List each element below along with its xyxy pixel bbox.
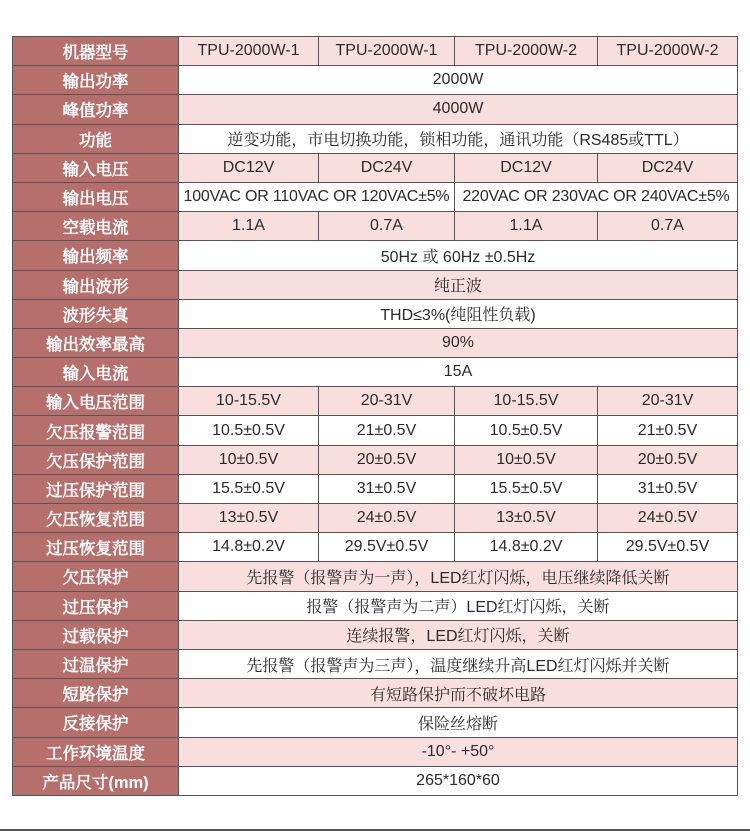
table-cell: 265*160*60 [179,766,738,795]
row-label: 工作环境温度 [13,737,179,766]
row-label: 过载保护 [13,620,179,649]
row-label: 欠压保护范围 [13,445,179,474]
table-cell: 220VAC OR 230VAC OR 240VAC±5% [455,182,738,211]
row-label: 输入电流 [13,358,179,387]
row-label: 输出功率 [13,66,179,95]
table-row [13,95,738,124]
table-cell: 50Hz 或 60Hz ±0.5Hz [179,241,738,270]
table-row [13,124,738,153]
row-label: 波形失真 [13,299,179,328]
table-row [13,504,738,533]
row-label: 机器型号 [13,37,179,66]
table-cell: 29.5V±0.5V [598,533,738,562]
table-cell: DC12V [179,153,319,182]
row-label: 欠压恢复范围 [13,504,179,533]
table-cell: 14.8±0.2V [179,533,319,562]
table-cell: 21±0.5V [598,416,738,445]
table-cell: 29.5V±0.5V [319,533,455,562]
row-label: 产品尺寸(mm) [13,766,179,795]
row-label: 过压恢复范围 [13,533,179,562]
table-cell: 15.5±0.5V [455,474,598,503]
row-label: 反接保护 [13,708,179,737]
table-cell: 10-15.5V [179,387,319,416]
table-row [13,270,738,299]
table-row [13,474,738,503]
table-row [13,37,738,66]
table-cell: 1.1A [455,212,598,241]
table-cell: 保险丝熔断 [179,708,738,737]
table-cell: 先报警（报警声为三声），温度继续升高LED红灯闪烁并关断 [179,649,738,678]
table-cell: 15A [179,358,738,387]
row-label: 输入电压 [13,153,179,182]
table-cell: 31±0.5V [598,474,738,503]
table-cell: 20-31V [319,387,455,416]
table-cell: 24±0.5V [598,504,738,533]
spec-table-container [12,36,737,796]
table-row [13,299,738,328]
table-row [13,620,738,649]
table-row [13,212,738,241]
row-label: 输出效率最高 [13,328,179,357]
row-label: 空载电流 [13,212,179,241]
table-cell: 逆变功能，市电切换功能，锁相功能，通讯功能（RS485或TTL） [179,124,738,153]
row-label: 过温保护 [13,649,179,678]
table-cell: 4000W [179,95,738,124]
table-cell: 0.7A [319,212,455,241]
row-label: 欠压报警范围 [13,416,179,445]
table-cell: 15.5±0.5V [179,474,319,503]
table-row [13,358,738,387]
table-cell: 报警（报警声为二声）LED红灯闪烁，关断 [179,591,738,620]
row-label: 功能 [13,124,179,153]
table-cell: TPU-2000W-2 [598,37,738,66]
row-label: 输出电压 [13,182,179,211]
table-cell: 10.5±0.5V [455,416,598,445]
table-cell: 10±0.5V [455,445,598,474]
table-cell: 2000W [179,66,738,95]
table-cell: DC24V [319,153,455,182]
table-cell: 纯正波 [179,270,738,299]
table-cell: 13±0.5V [179,504,319,533]
table-row [13,737,738,766]
table-cell: 0.7A [598,212,738,241]
table-row [13,241,738,270]
table-cell: 先报警（报警声为一声），LED红灯闪烁，电压继续降低关断 [179,562,738,591]
table-row [13,679,738,708]
row-label: 峰值功率 [13,95,179,124]
table-cell: 10±0.5V [179,445,319,474]
table-row [13,649,738,678]
row-label: 输入电压范围 [13,387,179,416]
table-row [13,416,738,445]
table-cell: 20-31V [598,387,738,416]
table-row [13,182,738,211]
table-row [13,66,738,95]
table-row [13,591,738,620]
table-cell: DC24V [598,153,738,182]
table-row [13,445,738,474]
spec-table-body [13,37,738,796]
row-label: 输出波形 [13,270,179,299]
bottom-divider [0,829,750,831]
table-cell: 有短路保护而不破坏电路 [179,679,738,708]
table-cell: 10.5±0.5V [179,416,319,445]
table-cell: 90% [179,328,738,357]
table-cell: 14.8±0.2V [455,533,598,562]
table-cell: 31±0.5V [319,474,455,503]
row-label: 短路保护 [13,679,179,708]
table-cell: 20±0.5V [319,445,455,474]
table-cell: 连续报警，LED红灯闪烁，关断 [179,620,738,649]
row-label: 过压保护 [13,591,179,620]
table-row [13,533,738,562]
table-cell: -10°- +50° [179,737,738,766]
table-row [13,387,738,416]
table-cell: 10-15.5V [455,387,598,416]
row-label: 输出频率 [13,241,179,270]
table-cell: 13±0.5V [455,504,598,533]
row-label: 过压保护范围 [13,474,179,503]
table-cell: 21±0.5V [319,416,455,445]
table-cell: 1.1A [179,212,319,241]
table-cell: DC12V [455,153,598,182]
row-label: 欠压保护 [13,562,179,591]
table-row [13,562,738,591]
table-row [13,766,738,795]
table-cell: THD≤3%(纯阻性负载) [179,299,738,328]
spec-table [12,36,738,796]
table-cell: TPU-2000W-1 [179,37,319,66]
table-cell: 20±0.5V [598,445,738,474]
table-row [13,328,738,357]
table-cell: 100VAC OR 110VAC OR 120VAC±5% [179,182,455,211]
table-cell: 24±0.5V [319,504,455,533]
table-row [13,153,738,182]
table-cell: TPU-2000W-2 [455,37,598,66]
table-cell: TPU-2000W-1 [319,37,455,66]
table-row [13,708,738,737]
